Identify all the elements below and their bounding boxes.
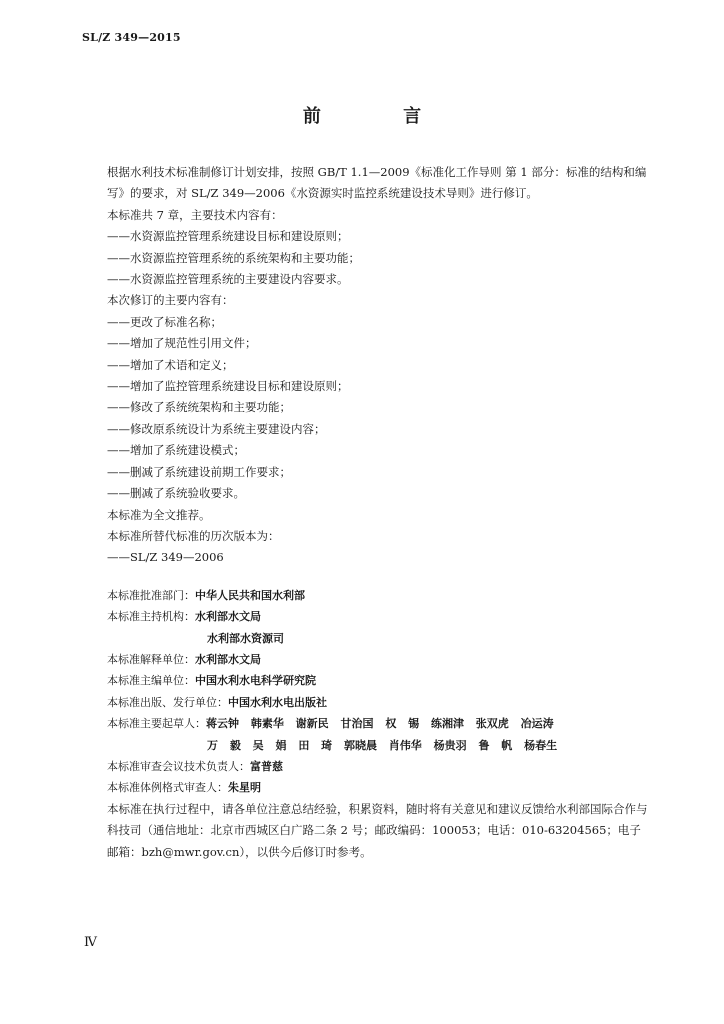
history-item: ——SL/Z 349—2006 xyxy=(107,550,224,565)
chapters-intro: 本标准共 7 章，主要技术内容有： xyxy=(107,207,283,222)
approval-line xyxy=(82,585,648,606)
publisher-line xyxy=(82,692,648,713)
revision-item: ——增加了规范性引用文件； xyxy=(107,336,257,351)
interp-label: 本标准解释单位： xyxy=(107,652,195,666)
chapter-item: ——水资源监控管理系统的主要建设内容要求。 xyxy=(107,272,349,287)
host-line-2 xyxy=(82,628,648,649)
drafters-value-2: 万 毅 吴 娟 田 琦 郭晓晨 肖伟华 杨贵羽 鲁 帆 杨春生 xyxy=(207,738,558,752)
page-title: 前 言 xyxy=(302,106,460,127)
recommend-text: 本标准为全文推荐。 xyxy=(107,507,211,522)
revision-item: ——增加了系统建设模式； xyxy=(107,443,245,458)
revision-item: ——修改了系统统架构和主要功能； xyxy=(107,400,291,415)
revision-item: ——修改原系统设计为系统主要建设内容； xyxy=(107,421,326,436)
revision-item: ——增加了术语和定义； xyxy=(107,357,234,372)
host-line xyxy=(82,606,648,627)
drafters-label: 本标准主要起草人： xyxy=(107,717,206,731)
revision-item: ——删减了系统验收要求。 xyxy=(107,486,245,501)
host-value-2: 水利部水资源司 xyxy=(207,631,284,645)
chapter-item: ——水资源监控管理系统的系统架构和主要功能； xyxy=(107,250,360,265)
review-line xyxy=(82,756,648,777)
approval-value: 中华人民共和国水利部 xyxy=(195,588,305,602)
review-label: 本标准审查会议技术负责人： xyxy=(107,759,250,773)
interp-line xyxy=(82,649,648,670)
preface-body xyxy=(82,162,648,863)
page-number: Ⅳ xyxy=(84,935,97,950)
spacer xyxy=(82,569,648,585)
publisher-label: 本标准出版、发行单位： xyxy=(107,695,228,709)
standard-code: SL/Z 349—2015 xyxy=(82,31,181,44)
revision-intro: 本次修订的主要内容有： xyxy=(107,293,234,308)
editor-value: 中国水利水电科学研究院 xyxy=(195,674,316,688)
chapter-item: ——水资源监控管理系统建设目标和建设原则； xyxy=(107,229,349,244)
approval-label: 本标准批准部门： xyxy=(107,588,195,602)
host-value: 水利部水文局 xyxy=(195,610,261,624)
intro-paragraph: 根据水利技术标准制修订计划安排，按照 GB/T 1.1—2009《标准化工作导则 第 1 部分：标准的结构和编写》的要求，对 SL/Z 349—2006《水资源实时监控系统建设技术导则》进行修订。 xyxy=(107,165,647,201)
drafters-value: 蒋云钟 韩素华 谢新民 甘治国 权 锡 练湘津 张双虎 冶运涛 xyxy=(206,717,554,731)
history-intro: 本标准所替代标准的历次版本为： xyxy=(107,528,280,543)
editor-line xyxy=(82,670,648,691)
drafters-line xyxy=(82,713,648,734)
closing-paragraph: 本标准在执行过程中，请各单位注意总结经验，积累资料，随时将有关意见和建议反馈给水利部国际合作与科技司（通信地址：北京市西城区白广路二条 2 号；邮政编码：100053；电话：010-63204565；电子邮箱：bzh@mwr.gov.cn），以供今后修订时参考。 xyxy=(107,801,648,859)
review-value: 富普慈 xyxy=(250,759,283,773)
editor-label: 本标准主编单位： xyxy=(107,674,195,688)
revision-item: ——增加了监控管理系统建设目标和建设原则； xyxy=(107,379,349,394)
format-value: 朱星明 xyxy=(228,781,261,795)
revision-item: ——更改了标准名称； xyxy=(107,314,222,329)
drafters-line-2 xyxy=(82,735,648,756)
publisher-value: 中国水利水电出版社 xyxy=(228,695,327,709)
format-label: 本标准体例格式审查人： xyxy=(107,781,228,795)
interp-value: 水利部水文局 xyxy=(195,652,261,666)
host-label: 本标准主持机构： xyxy=(107,610,195,624)
format-line xyxy=(82,777,648,798)
revision-item: ——删减了系统建设前期工作要求； xyxy=(107,464,291,479)
